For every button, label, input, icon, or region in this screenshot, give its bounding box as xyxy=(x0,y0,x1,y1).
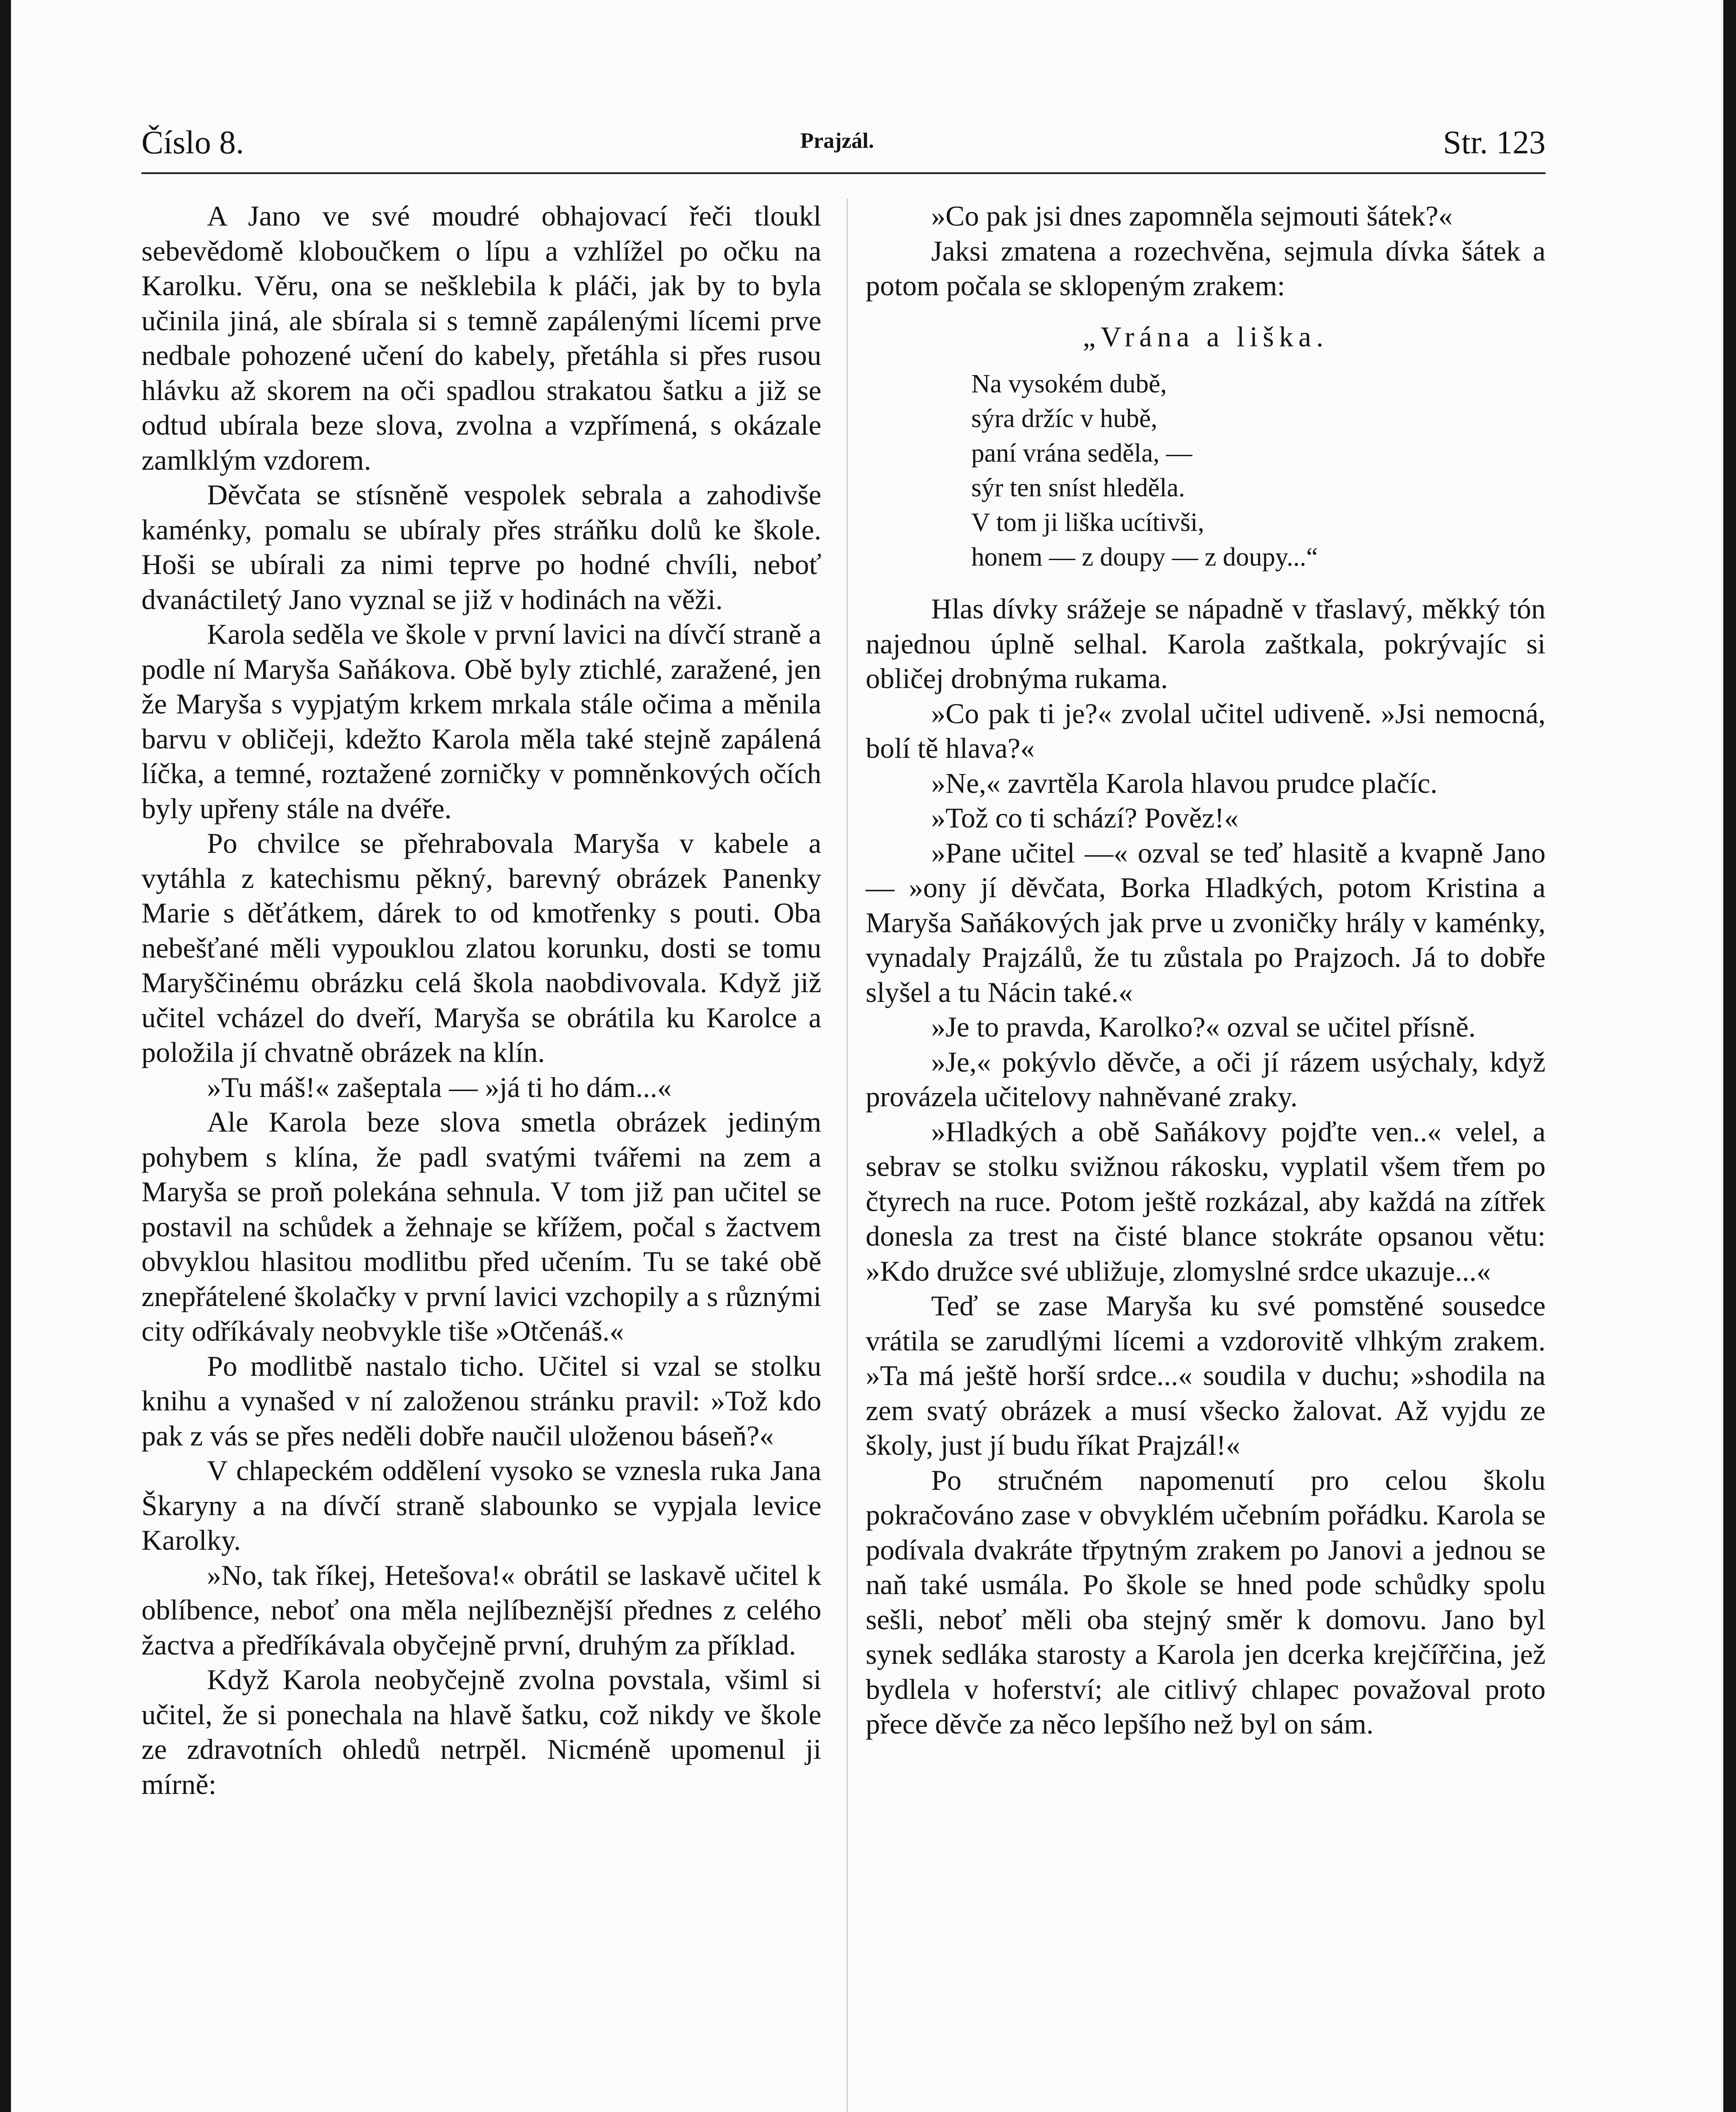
paragraph: »No, tak říkej, Hetešova!« obrátil se laskavě učitel k oblíbence, neboť ona měla nejlíbeznější přednes z celého žactva a předříkávala obyčejně první, druhým za příklad. xyxy=(141,1559,821,1661)
left-column xyxy=(141,199,821,1802)
page-header xyxy=(141,123,1546,174)
paragraph: Teď se zase Maryša ku své pomstěné sousedce vrátila se zarudlými lícemi a vzdorovitě vlhkým zrakem. »Ta má ještě horší srdce...« soudila v duchu; »shodila na zem svatý obrázek a musí všecko žalovat. Až vyjdu ze školy, just jí budu říkat Prajzál!« xyxy=(866,1290,1546,1461)
poem-line: V tom ji liška ucítivši, xyxy=(971,508,1204,537)
paragraph: »Tož co ti schází? Pověz!« xyxy=(931,802,1239,834)
paragraph: Hlas dívky srážeje se nápadně v třaslavý, měkký tón najednou úplně selhal. Karola zaštkala, pokrývajíc si obličej drobnýma rukama. xyxy=(866,593,1546,694)
right-column xyxy=(866,199,1546,1742)
header-rule xyxy=(141,172,1546,174)
paragraph: »Je,« pokývlo děvče, a oči jí rázem usýchaly, když provázela učitelovy nahněvané zraky. xyxy=(866,1045,1546,1113)
poem-title: „Vrána a liška. xyxy=(1083,320,1328,353)
poem-line: Na vysokém dubě, xyxy=(971,370,1167,398)
scan-edge-left xyxy=(0,0,11,2112)
paragraph: Když Karola neobyčejně zvolna povstala, všiml si učitel, že si ponechala na hlavě šatku, což nikdy ve škole ze zdravotních ohledů netrpěl. Nicméně upomenul ji mírně: xyxy=(141,1663,821,1800)
paragraph: Po chvilce se přehrabovala Maryša v kabele a vytáhla z katechismu pěkný, barevný obrázek Panenky Marie s děťátkem, dárek to od kmotřenky s pouti. Oba nebešťané měli vypouklou zlatou korunku, dosti se tomu Maryščinému obrázku celá škola naobdivovala. Když již učitel vcházel do dveří, Maryša se obrátila ku Karolce a položila jí chvatně obrázek na klín. xyxy=(141,827,821,1068)
paragraph: Karola seděla ve škole v první lavici na dívčí straně a podle ní Maryša Saňákova. Obě byly ztichlé, zaražené, jen že Maryša s vypjatým krkem mrkala stále očima a měnila barvu v obličeji, kdežto Karola měla také stejně zapálená líčka, a temné, roztažené zorničky v pomněnkových očích byly upřeny stále na dvéře. xyxy=(141,618,821,825)
paragraph: »Hladkých a obě Saňákovy pojďte ven..« velel, a sebrav se stolku svižnou rákosku, vyplatil všem třem po čtyrech na ruce. Potom ještě rozkázal, aby každá na zítřek donesla za trest na čisté blance stokráte opsanou větu: »Kdo družce své ubližuje, zlomyslné srdce ukazuje...« xyxy=(866,1115,1546,1287)
poem-line: paní vrána seděla, — xyxy=(971,439,1193,468)
poem xyxy=(866,319,1546,575)
paragraph: »Pane učitel —« ozval se teď hlasitě a kvapně Jano — »ony jí děvčata, Borka Hladkých, potom Kristina a Maryša Saňákových jak prve u zvoničky hrály v kaménky, vynadaly Prajzálů, že tu zůstala po Prajzoch. Já to dobře slyšel a tu Nácin také.« xyxy=(866,836,1546,1008)
paragraph: Po stručném napomenutí pro celou školu pokračováno zase v obvyklém učebním pořádku. Karola se podívala dvakráte třpytným zrakem po Janovi a jednou se naň také usmála. Po škole se hned pode schůdky spolu sešli, neboť měli oba stejný směr k domovu. Jano byl synek sedláka starosty a Karola jen dcerka krejčířčina, jež bydlela v hoferství; ale citlivý chlapec považoval proto přece děvče za něco lepšího než byl on sám. xyxy=(866,1464,1546,1740)
scan-edge-right xyxy=(1723,0,1736,2112)
running-title: Prajzál. xyxy=(800,129,874,153)
paragraph: Po modlitbě nastalo ticho. Učitel si vzal se stolku knihu a vynašed v ní založenou stránku pravil: »Tož kdo pak z vás se přes neděli dobře naučil uloženou báseň?« xyxy=(141,1350,821,1452)
issue-number: Číslo 8. xyxy=(141,124,244,161)
paragraph: Děvčata se stísněně vespolek sebrala a zahodivše kaménky, pomalu se ubíraly přes stráňku dolů ke škole. Hoši se ubírali za nimi teprve po hodné chvíli, neboť dvanáctiletý Jano vyznal se již v hodinách na věži. xyxy=(141,479,821,615)
paragraph: Jaksi zmatena a rozechvěna, sejmula dívka šátek a potom počala se sklopeným zrakem: xyxy=(866,234,1546,302)
paragraph: »Co pak ti je?« zvolal učitel udiveně. »Jsi nemocná, bolí tě hlava?« xyxy=(866,697,1546,764)
paragraph: Ale Karola beze slova smetla obrázek jediným pohybem s klína, že padl svatými tvářemi na zem a Maryša se proň polekána sehnula. V tom již pan učitel se postavil na schůdek a žehnaje se křížem, počal s žactvem obvyklou hlasitou modlitbu před učením. Tu se také obě znepřátelené školačky v první lavici vzchopily a s různými city odříkávaly neobvykle tiše »Otčenáš.« xyxy=(141,1106,821,1347)
poem-line: sýr ten sníst hleděla. xyxy=(971,474,1185,502)
paragraph: »Ne,« zavrtěla Karola hlavou prudce plačíc. xyxy=(931,767,1437,799)
page-number: Str. 123 xyxy=(1443,124,1546,161)
paragraph: »Je to pravda, Karolko?« ozval se učitel přísně. xyxy=(931,1011,1476,1043)
paragraph: »Tu máš!« zašeptala — »já ti ho dám...« xyxy=(207,1071,672,1103)
poem-line: sýra držíc v hubě, xyxy=(971,404,1157,433)
paragraph: A Jano ve své moudré obhajovací řeči tloukl sebevědomě kloboučkem o lípu a vzhlížel po očku na Karolku. Věru, ona se nešklebila k pláči, jak by to byla učinila jiná, ale sbírala si s temně zapálenými lícemi prve nedbale pohozené učení do kabely, přetáhla si přes rusou hlávku až skorem na oči spadlou strakatou šatku a již se odtud ubírala beze slova, zvolna a vzpřímená, s okázale zamlklým vzdorem. xyxy=(141,200,821,476)
poem-line: honem — z doupy — z doupy...“ xyxy=(971,543,1318,572)
column-divider xyxy=(847,199,848,2112)
paragraph: V chlapeckém oddělení vysoko se vznesla ruka Jana Škaryny a na dívčí straně slabounko se vypjala levice Karolky. xyxy=(141,1454,821,1556)
paragraph: »Co pak jsi dnes zapomněla sejmouti šátek?« xyxy=(931,200,1453,232)
